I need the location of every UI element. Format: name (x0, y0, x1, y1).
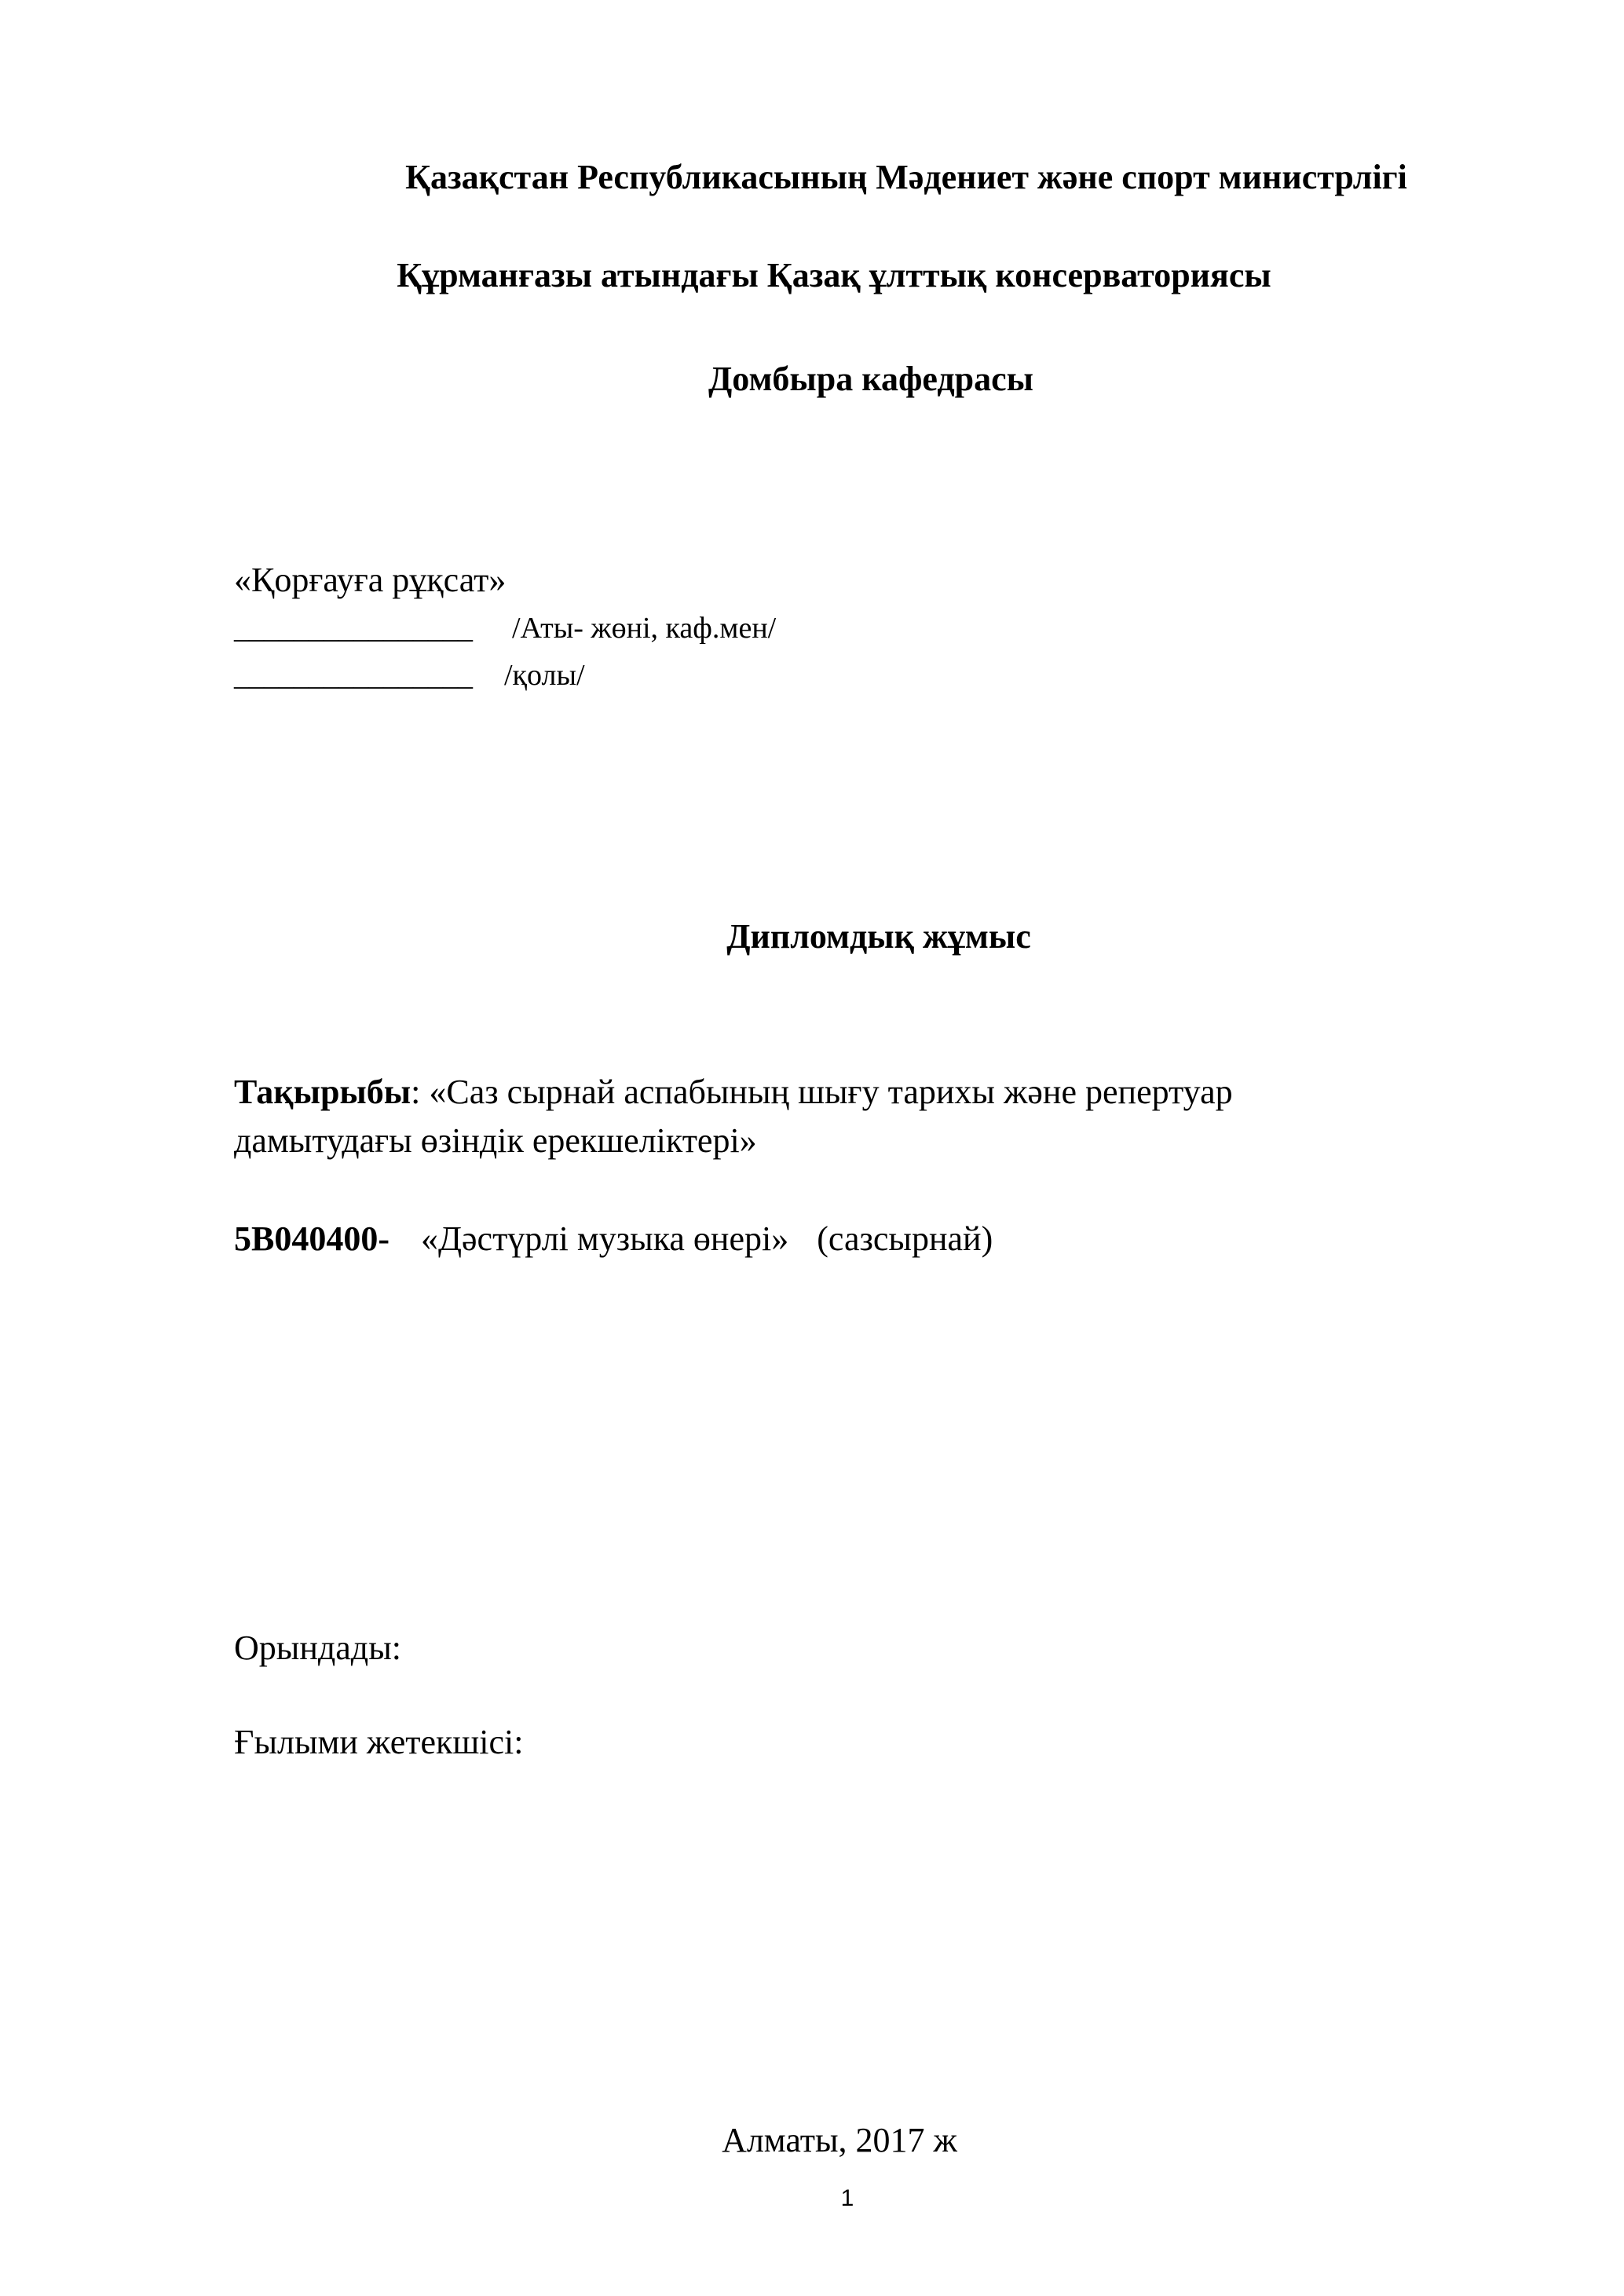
specialty-code: 5В040400- (234, 1219, 390, 1258)
defense-permission-label: «Қорғауға рұқсат» (234, 561, 507, 599)
document-type-title: Дипломдық жұмыс (726, 917, 1031, 956)
page-number: 1 (840, 2185, 854, 2211)
city-year: Алматы, 2017 ж (722, 2121, 957, 2159)
department-heading: Домбыра кафедрасы (708, 360, 1033, 398)
signature-line: ________________ (234, 659, 473, 692)
topic-label: Тақырыбы (234, 1073, 411, 1111)
specialty-name: «Дәстүрлі музыка өнері» (421, 1219, 789, 1258)
signature-label: /Аты- жөні, каф.мен/ (512, 612, 777, 645)
conservatory-heading: Құрманғазы атындағы Қазақ ұлттық консерваториясы (397, 256, 1271, 294)
performed-by-label: Орындады: (234, 1629, 401, 1667)
signature-line: ________________ (234, 612, 473, 645)
signature-row-name (234, 611, 776, 645)
specialty-line (234, 1219, 993, 1259)
signature-label: /қолы/ (504, 659, 585, 692)
scientific-advisor-label: Ғылыми жетекшісі: (234, 1723, 524, 1761)
specialty-qualifier: (сазсырнай) (817, 1219, 993, 1258)
signature-row-sign (234, 658, 585, 693)
topic-paragraph (234, 1068, 1412, 1165)
topic-text: «Саз сырнай аспабының шығу тарихы және репертуар дамытудағы өзіндік ерекшеліктері» (234, 1073, 1233, 1160)
ministry-heading: Қазақстан Республикасының Мәдениет және спорт министрлігі (405, 158, 1407, 196)
topic-separator: : (411, 1073, 430, 1111)
